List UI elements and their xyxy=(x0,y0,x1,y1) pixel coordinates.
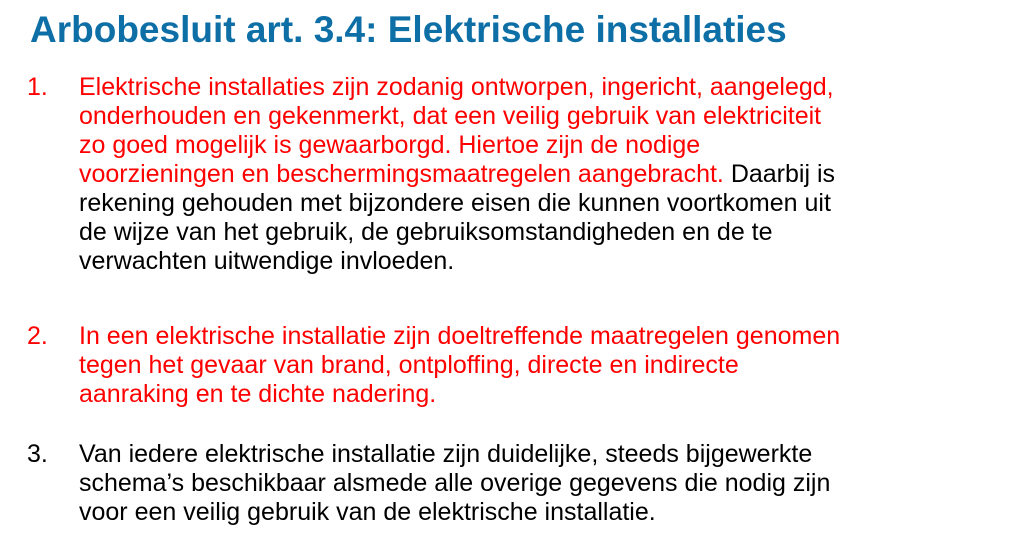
item-line: de wijze van het gebruik, de gebruiksomstandigheden en de te xyxy=(79,218,773,246)
item-line-emphasis: voorzieningen en beschermingsmaatregelen aangebracht. xyxy=(79,160,724,188)
item-line: verwachten uitwendige invloeden. xyxy=(79,247,455,275)
item-number: 1. xyxy=(27,73,48,101)
item-text xyxy=(79,440,1009,527)
item-line-tail: Daarbij is xyxy=(723,160,836,188)
item-line: rekening gehouden met bijzondere eisen die kunnen voortkomen uit xyxy=(79,189,831,217)
item-line: Elektrische installaties zijn zodanig ontworpen, ingericht, aangelegd, xyxy=(79,73,834,101)
item-line xyxy=(79,160,1009,189)
item-number: 2. xyxy=(27,322,48,350)
item-line: onderhouden en gekenmerkt, dat een veilig gebruik van elektriciteit xyxy=(79,102,822,130)
item-text xyxy=(79,322,1009,409)
item-line: In een elektrische installatie zijn doeltreffende maatregelen genomen xyxy=(79,322,841,350)
item-line: voor een veilig gebruik van de elektrische installatie. xyxy=(79,498,656,526)
item-line: aanraking en te dichte nadering. xyxy=(79,380,437,408)
item-line: tegen het gevaar van brand, ontploffing, directe en indirecte xyxy=(79,351,739,379)
item-line: zo goed mogelijk is gewaarborgd. Hiertoe zijn de nodige xyxy=(79,131,701,159)
item-number: 3. xyxy=(27,440,48,468)
item-text xyxy=(79,73,1009,276)
item-line: schema’s beschikbaar alsmede alle overige gegevens die nodig zijn xyxy=(79,469,831,497)
item-line: Van iedere elektrische installatie zijn duidelijke, steeds bijgewerkte xyxy=(79,440,813,468)
slide-title: Arbobesluit art. 3.4: Elektrische installaties xyxy=(30,9,787,50)
